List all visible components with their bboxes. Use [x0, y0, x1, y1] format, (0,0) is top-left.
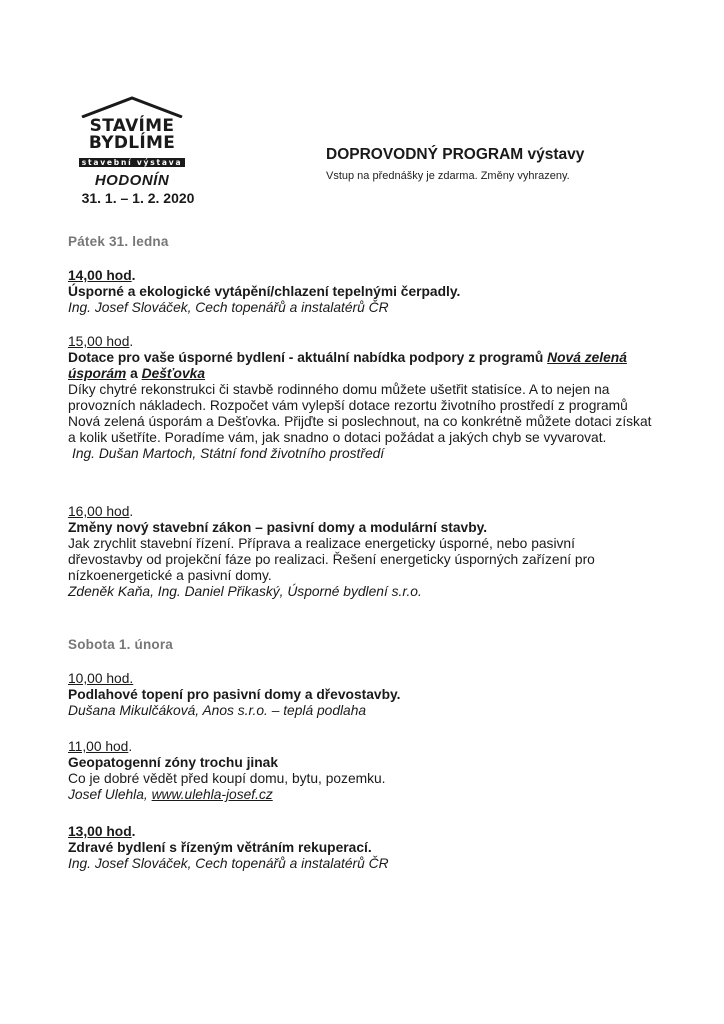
event-title: Změny nový stavební zákon – pasivní domy a modulární stavby. — [68, 520, 488, 535]
logo-line-2: BYDLÍME — [88, 133, 176, 153]
logo-band: stavební výstava — [79, 158, 186, 167]
logo-line-1: STAVÍME — [89, 116, 175, 136]
event-title-text: a — [126, 366, 142, 381]
program-link-destovka[interactable]: Dešťovka — [141, 366, 205, 381]
logo-city: HODONÍN — [94, 172, 170, 189]
event-logo — [72, 96, 195, 206]
day-heading-friday: Pátek 31. ledna — [68, 234, 169, 249]
page-title: DOPROVODNÝ PROGRAM výstavy — [326, 146, 585, 163]
day-heading-saturday: Sobota 1. února — [68, 637, 174, 652]
event-description: Díky chytré rekonstrukci či stavbě rodinného domu můžete ušetřit statisíce. A to nejen na provozních nákladech. Rozpočet vám vylepší dotace rezortu životního prostředí z programů Nová zelená úsporám a Dešťovka. Přijďte si poslechnout, na co konkrétně můžete dotaci získat a kolik ušetříte. Poradíme vám, jak snadno o dotaci požádat a jakých chyb se vyvarovat. — [68, 382, 652, 445]
event-time: 14,00 hod — [68, 268, 132, 283]
event-title: Podlahové topení pro pasivní domy a dřevostavby. — [68, 687, 401, 702]
event-title: Zdravé bydlení s řízeným větráním rekuperací. — [68, 840, 372, 855]
page-subtitle: Vstup na přednášky je zdarma. Změny vyhrazeny. — [326, 170, 570, 182]
event-speaker: Ing. Josef Slováček, Cech topenářů a instalatérů ČR — [68, 300, 389, 315]
event-time: 16,00 hod — [68, 504, 130, 519]
event-description: Jak zrychlit stavební řízení. Příprava a realizace energeticky úsporné, nebo pasivní dřevostavby od projekční fáze po realizaci. Řešení energeticky úsporných zařízení pro nízkoenergetické a pasivní domy. — [68, 536, 595, 583]
event-title-text: Dotace pro vaše úsporné bydlení - aktuální nabídka podpory z programů — [68, 350, 548, 365]
logo-dates: 31. 1. – 1. 2. 2020 — [81, 190, 195, 206]
event-item: 15,00 hod. Dotace pro vaše úsporné bydlení - aktuální nabídka podpory z programů Nová zelená úsporám a Dešťovka Díky chytré rekonstrukci či stavbě rodinného domu můžete ušetřit statisíce. A to nejen na provozních nákladech. Rozpočet vám vylepší dotace rezortu životního prostředí z programů Nová zelená úsporám a Dešťovka. Přijďte si poslechnout, na co konkrétně můžete dotaci získat a kolik ušetříte. Poradíme vám, jak snadno o dotaci požádat a jakých chyb se vyvarovat. Ing. Dušan Martoch, Státní fond životního prostředí — [68, 334, 668, 462]
event-item: 13,00 hod. Zdravé bydlení s řízeným větráním rekuperací. Ing. Josef Slováček, Cech topenářů a instalatérů ČR — [68, 824, 668, 872]
event-item: 11,00 hod. Geopatogenní zóny trochu jinak Co je dobré vědět před koupí domu, bytu, pozemku. Josef Ulehla, www.ulehla-josef.cz — [68, 739, 668, 803]
event-time: 11,00 hod — [68, 739, 129, 754]
event-speaker: Ing. Dušan Martoch, Státní fond životního prostředí — [72, 446, 385, 461]
event-description: Co je dobré vědět před koupí domu, bytu, pozemku. — [68, 771, 386, 786]
event-time: 15,00 hod — [68, 334, 130, 349]
event-item — [68, 671, 668, 719]
event-speaker — [68, 787, 668, 803]
event-speaker: Ing. Josef Slováček, Cech topenářů a instalatérů ČR — [68, 856, 389, 871]
event-speaker: Dušana Mikulčáková, Anos s.r.o. – teplá podlaha — [68, 703, 367, 718]
event-title: Geopatogenní zóny trochu jinak — [68, 755, 279, 770]
event-item: 16,00 hod. Změny nový stavební zákon – pasivní domy a modulární stavby. Jak zrychlit stavební řízení. Příprava a realizace energeticky úsporné, nebo pasivní dřevostavby od projekční fáze po realizaci. Řešení energeticky úsporných zařízení pro nízkoenergetické a pasivní domy. Zdeněk Kaňa, Ing. Daniel Přikaský, Úsporné bydlení s.r.o. — [68, 504, 668, 600]
event-title — [68, 350, 668, 382]
event-title: Úsporné a ekologické vytápění/chlazení tepelnými čerpadly. — [68, 284, 461, 299]
speaker-name: Josef Ulehla, — [68, 787, 152, 802]
event-speaker: Zdeněk Kaňa, Ing. Daniel Přikaský, Úsporné bydlení s.r.o. — [68, 584, 422, 599]
house-roof-icon — [80, 96, 184, 118]
speaker-website-link[interactable]: www.ulehla-josef.cz — [151, 787, 273, 802]
event-time: 10,00 hod. — [68, 671, 134, 686]
event-time: 13,00 hod — [68, 824, 132, 839]
program-header — [326, 146, 584, 182]
program-link-nzu[interactable]: Nová zelená úsporám — [68, 350, 627, 381]
event-item: 14,00 hod. Úsporné a ekologické vytápění/chlazení tepelnými čerpadly. Ing. Josef Slováček, Cech topenářů a instalatérů ČR — [68, 268, 668, 316]
